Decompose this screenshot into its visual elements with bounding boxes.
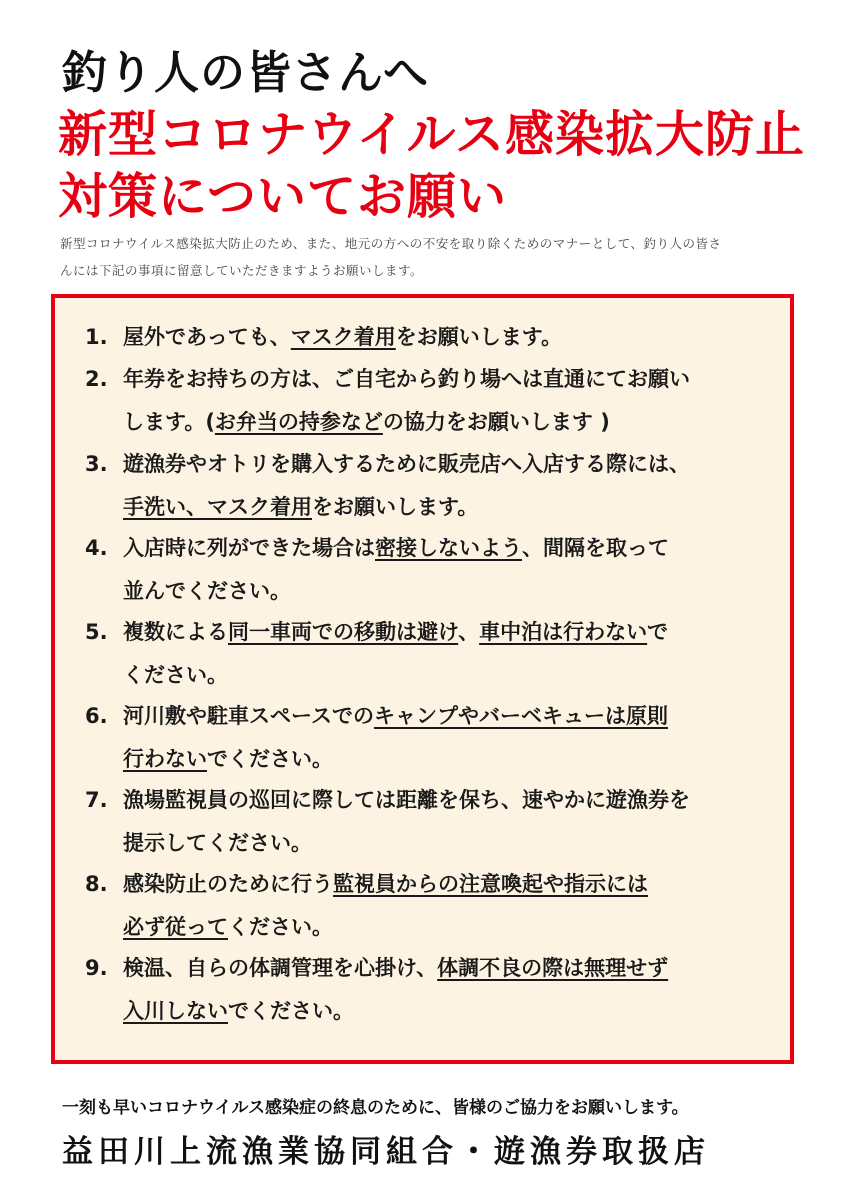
item-number: 4. xyxy=(85,536,108,560)
item-number: 3. xyxy=(85,452,108,476)
item-continuation-line xyxy=(85,654,775,697)
emphasized-text: 車中泊は行わない xyxy=(479,620,648,644)
item-number: 9. xyxy=(85,956,108,980)
intro-paragraph xyxy=(60,230,790,284)
item-text: 年券をお持ちの方は、ご自宅から釣り場へは直通にてお願い xyxy=(123,367,690,391)
notice-item xyxy=(85,316,775,359)
notice-item xyxy=(85,443,775,529)
item-text: 、間隔を取って xyxy=(522,536,669,560)
item-number: 7. xyxy=(85,788,108,812)
item-text: 河川敷や駐車スペースでの xyxy=(123,704,374,728)
item-text: 提示してください。 xyxy=(123,831,312,855)
item-text: 遊漁券やオトリを購入するために販売店へ入店する際には、 xyxy=(123,452,690,476)
notice-item xyxy=(85,947,775,1033)
emphasized-text: 必ず従って xyxy=(123,915,228,939)
item-text: の協力をお願いします ) xyxy=(382,410,610,434)
emphasized-text: 体調不良の際は無理せず xyxy=(437,956,669,980)
item-text: 感染防止のために行う xyxy=(123,872,333,896)
footer-note: 一刻も早いコロナウイルス感染症の終息のために、皆様のご協力をお願いします。 xyxy=(62,1098,689,1118)
item-number: 8. xyxy=(85,872,108,896)
item-text: をお願いします。 xyxy=(312,495,479,519)
intro-line2: んには下記の事項に留意していただきますようお願いします。 xyxy=(60,263,424,278)
item-continuation-line xyxy=(85,906,775,949)
item-text: します。( xyxy=(123,410,215,434)
item-continuation-line xyxy=(85,401,775,444)
item-number: 2. xyxy=(85,367,108,391)
page-title-line3: 対策についてお願い xyxy=(58,168,508,225)
item-text: ください。 xyxy=(123,663,228,687)
item-text: 並んでください。 xyxy=(123,579,291,603)
notice-item xyxy=(85,611,775,697)
notice-box xyxy=(51,294,794,1064)
item-text: 、 xyxy=(458,620,480,644)
notice-item xyxy=(85,358,775,444)
item-text: 漁場監視員の巡回に際しては距離を保ち、速やかに遊漁券を xyxy=(123,788,690,812)
emphasized-text: 密接しないよう xyxy=(375,536,522,560)
notice-item xyxy=(85,695,775,781)
item-text: 検温、自らの体調管理を心掛け、 xyxy=(123,956,438,980)
emphasized-text: マスク着用 xyxy=(290,325,396,349)
page-title-line1: 釣り人の皆さんへ xyxy=(62,46,430,99)
emphasized-text: 監視員からの注意喚起や指示には xyxy=(333,872,648,896)
item-text: で xyxy=(647,620,669,644)
notice-item xyxy=(85,527,775,613)
footer-organization: 益田川上流漁業協同組合・遊漁券取扱店 xyxy=(62,1134,710,1170)
item-number: 5. xyxy=(85,620,108,644)
emphasized-text: 同一車両での移動は避け xyxy=(228,620,459,644)
item-text: 入店時に列ができた場合は xyxy=(123,536,375,560)
item-continuation-line xyxy=(85,822,775,865)
emphasized-text: キャンプやバーベキューは原則 xyxy=(373,704,668,728)
item-text: 複数による xyxy=(123,620,228,644)
item-text: ください。 xyxy=(228,915,333,939)
emphasized-text: 入川しない xyxy=(123,999,228,1023)
notice-item xyxy=(85,863,775,949)
item-text: をお願いします。 xyxy=(395,325,563,349)
notice-item xyxy=(85,779,775,865)
emphasized-text: 行わない xyxy=(123,747,207,771)
item-continuation-line xyxy=(85,990,775,1033)
item-number: 6. xyxy=(85,704,108,728)
item-continuation-line xyxy=(85,486,775,529)
item-text: でください。 xyxy=(228,999,354,1023)
intro-line1: 新型コロナウイルス感染拡大防止のため、また、地元の方への不安を取り除くためのマナーとして、釣り人の皆さ xyxy=(60,236,722,251)
emphasized-text: 手洗い、マスク着用 xyxy=(123,495,312,519)
item-continuation-line xyxy=(85,738,775,781)
item-text: でください。 xyxy=(207,747,333,771)
item-number: 1. xyxy=(85,325,108,349)
item-continuation-line xyxy=(85,570,775,613)
page-title-line2: 新型コロナウイルス感染拡大防止 xyxy=(58,106,806,163)
item-text: 屋外であっても、 xyxy=(123,325,291,349)
emphasized-text: お弁当の持参など xyxy=(214,410,383,434)
